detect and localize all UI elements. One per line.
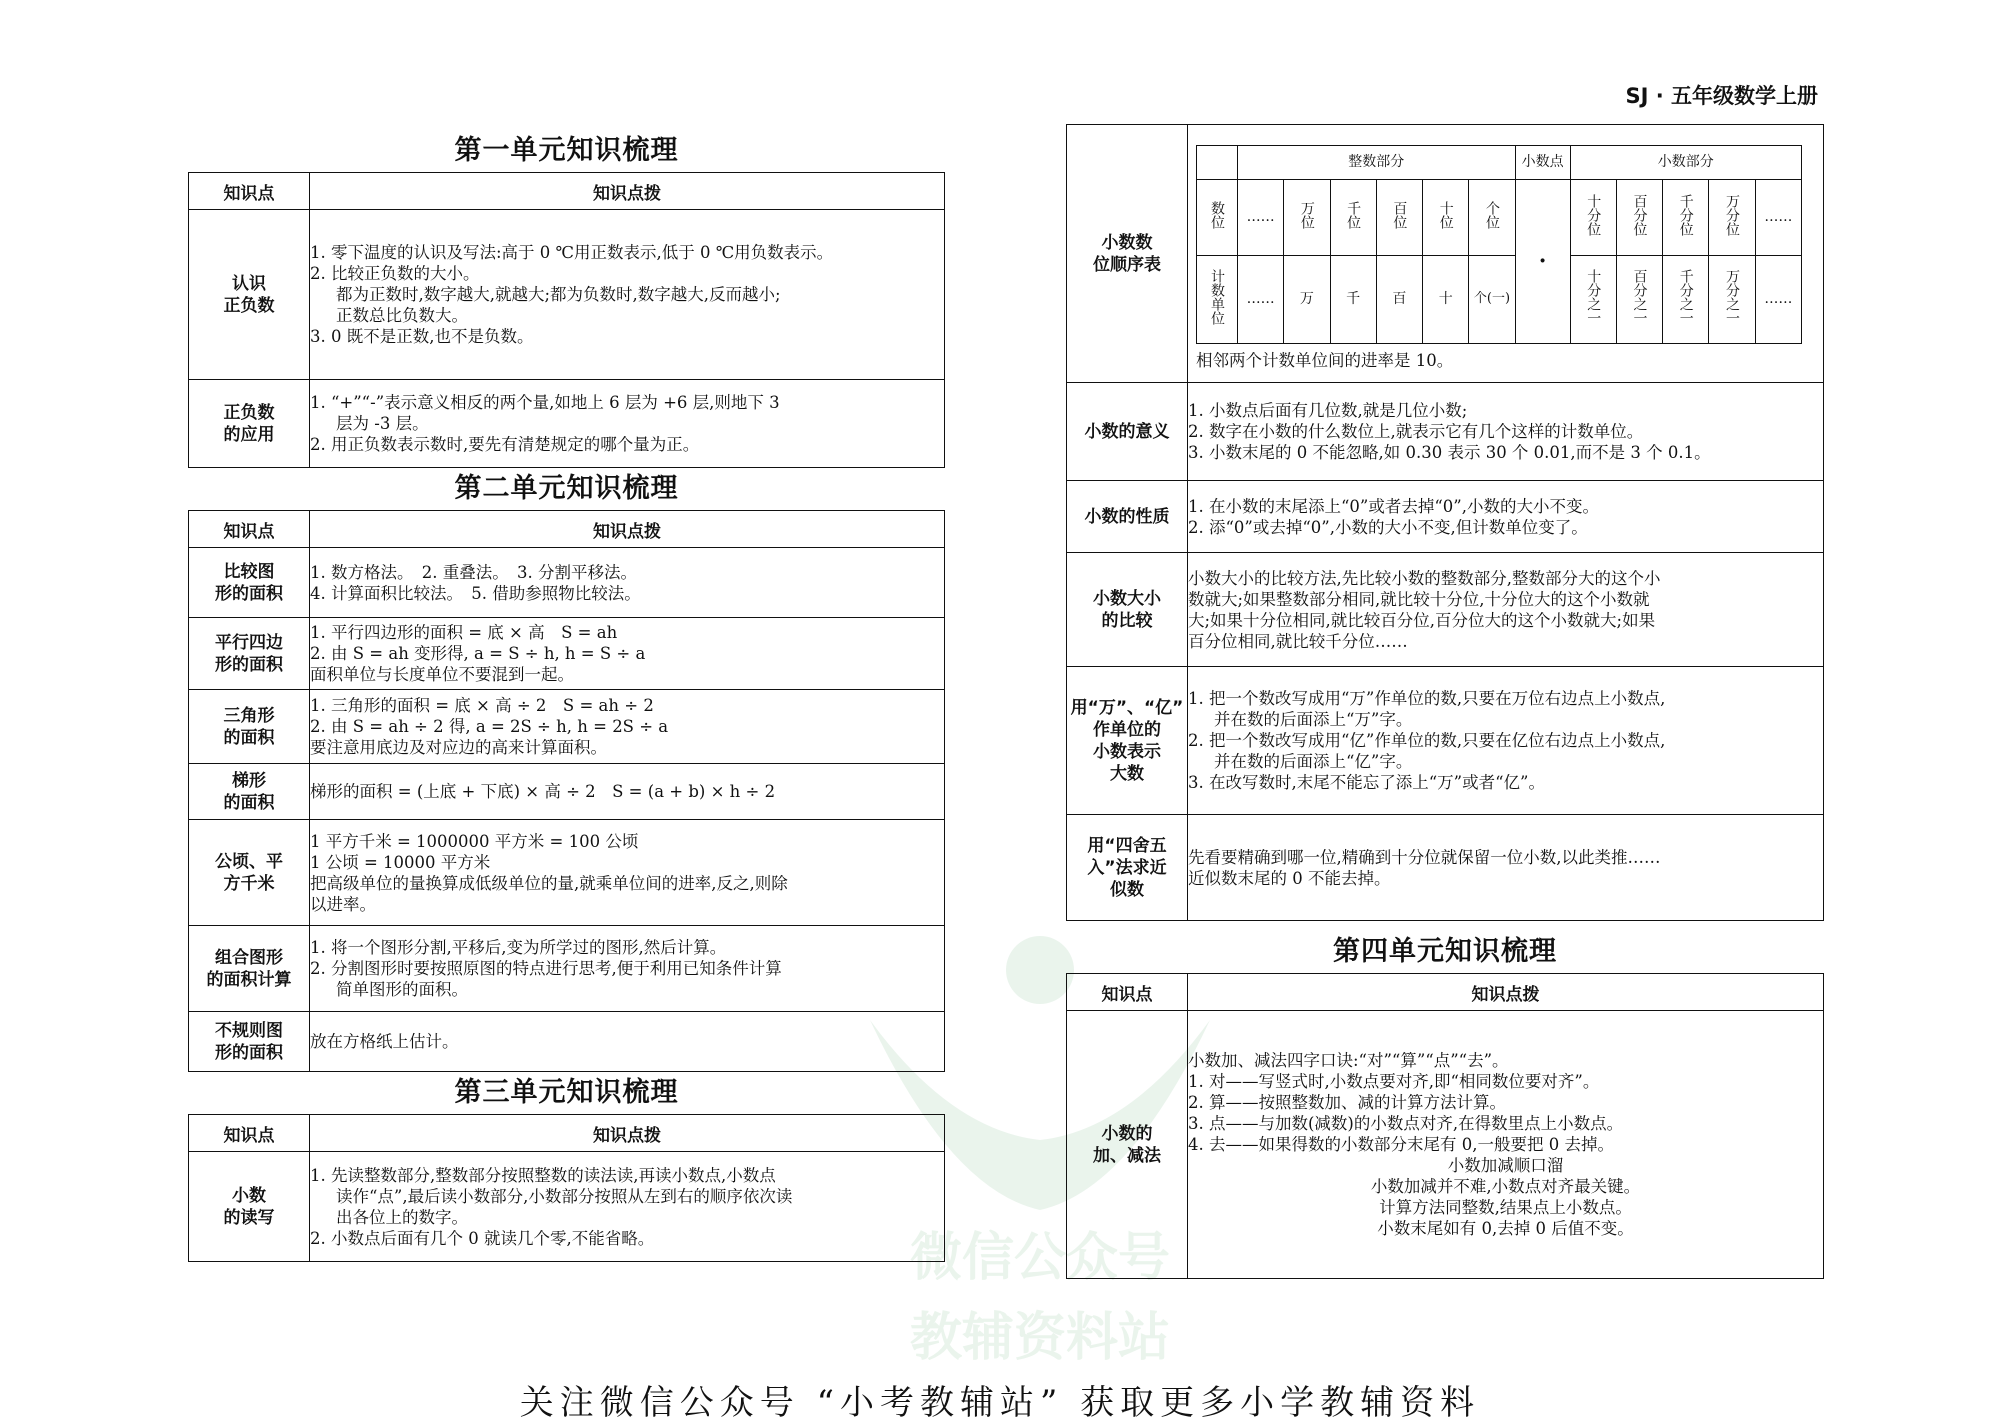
- tip-cell: 1. 先读整数部分,整数部分按照整数的读法读,再读小数点,小数点 读作“点”,最后读小数部分,小数部分按照从左到右的顺序依次读 出各位上的数字。 2. 小数点后面有几个 0 就读几个零,不能省略。: [310, 1152, 945, 1262]
- pv-note: 相邻两个计数单位间的进率是 10。: [1196, 350, 1454, 370]
- kp-cell: 正负数 的应用: [189, 380, 310, 468]
- tip-cell: 1. 把一个数改写成用“万”作单位的数,只要在万位右边点上小数点, 并在数的后面添上“万”字。 2. 把一个数改写成用“亿”作单位的数,只要在亿位右边点上小数点, 并在数的后面添上“亿”字。 3. 在改写数时,末尾不能忘了添上“万”或者“亿”。: [1188, 667, 1824, 815]
- left-column: [188, 130, 945, 1262]
- unit4-title: 第四单元知识梳理: [1333, 936, 1557, 967]
- rhyme-title: 小数加减顺口溜: [1447, 1156, 1564, 1175]
- unit1-title: 第一单元知识梳理: [454, 135, 679, 166]
- tip-cell: 1 平方千米 = 1000000 平方米 = 100 公顷 1 公顷 = 10000 平方米 把高级单位的量换算成低级单位的量,就乘单位间的进率,反之,则除 以进率。: [310, 820, 945, 926]
- kp-cell: 梯形 的面积: [189, 764, 310, 820]
- tip-cell: 小数加、减法四字口诀:“对”“算”“点”“去”。 1. 对——写竖式时,小数点要对齐,即“相同数位要对齐”。 2. 算——按照整数加、减的计算方法计算。 3. 点——与加数(减数)的小数点对齐,在得数里点上小数点。 4. 去——如果得数的小数部分末尾有 0,一般要把 0 去掉。 小数加减顺口溜 小数加减并不难,小数点对齐最关键。 计算方法同整数,结果点上小数点。 小数末尾如有 0,去掉 0 后值不变。: [1188, 1011, 1824, 1279]
- kp-cell: 组合图形 的面积计算: [189, 926, 310, 1012]
- tip-cell: 1. 零下温度的认识及写法:高于 0 ℃用正数表示,低于 0 ℃用负数表示。 2. 比较正负数的大小。 都为正数时,数字越大,就越大;都为负数时,数字越大,反而越小; 正数总比负数大。 3. 0 既不是正数,也不是负数。: [310, 210, 945, 380]
- unit3-left-table: [188, 1114, 945, 1262]
- kp-cell: 公顷、平 方千米: [189, 820, 310, 926]
- kp-cell: 小数的 加、减法: [1067, 1011, 1188, 1279]
- col-header-kp: 知识点: [189, 173, 310, 210]
- col-header-kp: 知识点: [189, 1115, 310, 1152]
- kp-cell: 三角形 的面积: [189, 690, 310, 764]
- unit1-table: [188, 172, 945, 468]
- col-header-tip: 知识点拨: [1188, 974, 1824, 1011]
- tip-cell: 1. 平行四边形的面积 = 底 × 高 S = ah 2. 由 S = ah 变形得, a = S ÷ h, h = S ÷ a 面积单位与长度单位不要混到一起。: [310, 618, 945, 690]
- unit2-table: [188, 510, 945, 1072]
- unit2-title: 第二单元知识梳理: [454, 473, 679, 504]
- unit4-table: [1066, 973, 1824, 1279]
- tip-cell: 先看要精确到哪一位,精确到十分位就保留一位小数,以此类推…… 近似数末尾的 0 不能去掉。: [1188, 815, 1824, 921]
- pv-decimal-part: 小数部分: [1570, 145, 1801, 179]
- kp-cell: 比较图 形的面积: [189, 548, 310, 618]
- kp-cell: 用“四舍五 入”法求近 似数: [1067, 815, 1188, 921]
- col-header-tip: 知识点拨: [310, 173, 945, 210]
- tip-cell: 1. 将一个图形分割,平移后,变为所学过的图形,然后计算。 2. 分割图形时要按照原图的特点进行思考,便于利用已知条件计算 简单图形的面积。: [310, 926, 945, 1012]
- col-header-kp: 知识点: [1067, 974, 1188, 1011]
- tip-cell: 小数大小的比较方法,先比较小数的整数部分,整数部分大的这个小 数就大;如果整数部分相同,就比较十分位,十分位大的这个小数就 大;如果十分位相同,就比较百分位,百分位大的这个小数就大;如果 百分位相同,就比较千分位……: [1188, 553, 1824, 667]
- kp-cell: 小数 的读写: [189, 1152, 310, 1262]
- footer-banner: 关注微信公众号 “小考教辅站” 获取更多小学教辅资料: [519, 1383, 1481, 1423]
- right-column: [1066, 124, 1824, 1279]
- pv-row1-label: 数位: [1197, 179, 1238, 255]
- col-header-tip: 知识点拨: [310, 511, 945, 548]
- unit3-right-table: [1066, 124, 1824, 921]
- watermark-line1: 微信公众号: [909, 1228, 1170, 1288]
- kp-cell: 不规则图 形的面积: [189, 1012, 310, 1072]
- tip-cell: 1. 三角形的面积 = 底 × 高 ÷ 2 S = ah ÷ 2 2. 由 S = ah ÷ 2 得, a = 2S ÷ h, h = 2S ÷ a 要注意用底边及对应边的高来计算面积。: [310, 690, 945, 764]
- kp-cell: 小数的性质: [1067, 481, 1188, 553]
- kp-cell: 小数数 位顺序表: [1067, 125, 1188, 383]
- tip-cell: 1. “+”“-”表示意义相反的两个量,如地上 6 层为 +6 层,则地下 3 层为 -3 层。 2. 用正负数表示数时,要先有清楚规定的哪个量为正。: [310, 380, 945, 468]
- pv-dot: ·: [1515, 179, 1570, 343]
- kp-cell: 平行四边 形的面积: [189, 618, 310, 690]
- tip-cell: 1. 小数点后面有几位数,就是几位小数; 2. 数字在小数的什么数位上,就表示它有几个这样的计数单位。 3. 小数末尾的 0 不能忽略,如 0.30 表示 30 个 0.01,而不是 3 个 0.1。: [1188, 383, 1824, 481]
- kp-cell: 用“万”、“亿” 作单位的 小数表示 大数: [1067, 667, 1188, 815]
- pv-point: 小数点: [1515, 145, 1570, 179]
- kp-cell: 认识 正负数: [189, 210, 310, 380]
- place-value-table: 整数部分 小数点 小数部分 数位 …… 万位 千位 百位 十位 个位 · 十分位 百分位 千分位 万分位 …… 计数单位 …… 万 千 百 十 个(一) 十分之一 百分之一 千分之一 万分之一 ……: [1196, 145, 1802, 344]
- tip-cell: 放在方格纸上估计。: [310, 1012, 945, 1072]
- tip-cell: 1. 数方格法。 2. 重叠法。 3. 分割平移法。 4. 计算面积比较法。 5. 借助参照物比较法。: [310, 548, 945, 618]
- col-header-tip: 知识点拨: [310, 1115, 945, 1152]
- place-value-cell: [1188, 125, 1824, 383]
- tip-cell: 1. 在小数的末尾添上“0”或者去掉“0”,小数的大小不变。 2. 添“0”或去掉“0”,小数的大小不变,但计数单位变了。: [1188, 481, 1824, 553]
- watermark-line2: 教辅资料站: [909, 1308, 1170, 1368]
- unit3-title: 第三单元知识梳理: [454, 1077, 679, 1108]
- col-header-kp: 知识点: [189, 511, 310, 548]
- kp-cell: 小数大小 的比较: [1067, 553, 1188, 667]
- pv-row2-label: 计数单位: [1197, 255, 1238, 343]
- kp-cell: 小数的意义: [1067, 383, 1188, 481]
- pv-integer-part: 整数部分: [1238, 145, 1516, 179]
- book-title: SJ · 五年级数学上册: [1625, 84, 1818, 108]
- tip-cell: 梯形的面积 = (上底 + 下底) × 高 ÷ 2 S = (a + b) × h ÷ 2: [310, 764, 945, 820]
